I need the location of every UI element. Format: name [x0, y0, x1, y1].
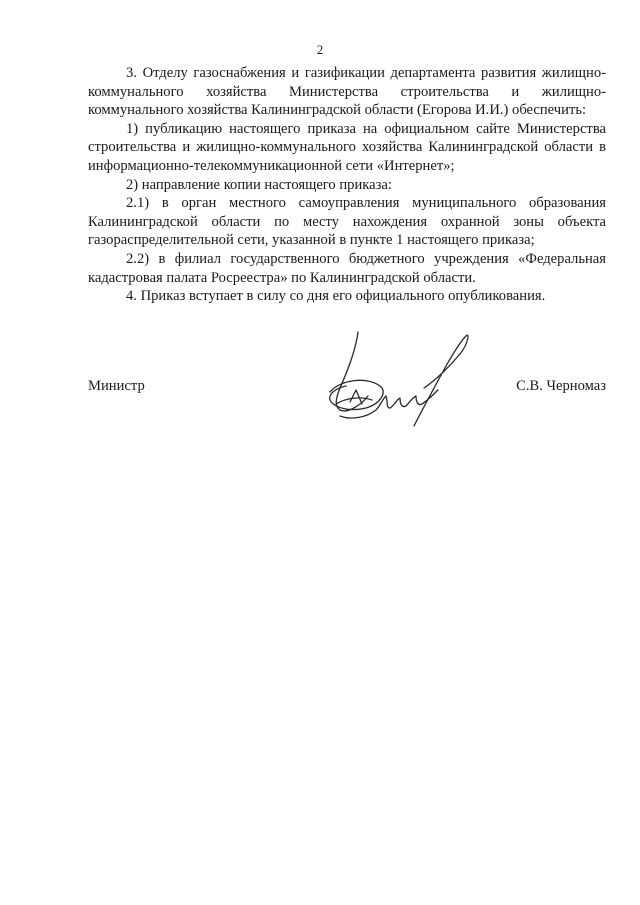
- paragraph-3-1: 1) публикацию настоящего приказа на официальном сайте Министерства строительства и жилищно-коммунального хозяйства Калининградской области в информационно-телекоммуникационной сети «Интернет»;: [88, 120, 606, 174]
- paragraph-3-2: 2) направление копии настоящего приказа:: [126, 176, 392, 193]
- handwritten-signature: [310, 330, 470, 430]
- signatory-name: С.В. Черномаз: [516, 378, 606, 394]
- paragraph-3: 3. Отделу газоснабжения и газификации департамента развития жилищно-коммунального хозяйства Министерства строительства и жилищно-коммунального хозяйства Калининградской области (Егорова И.И.) обеспечить:: [88, 65, 606, 119]
- paragraph-3-2-1: 2.1) в орган местного самоуправления муниципального образования Калининградской области по месту нахождения охранной зоны объекта газораспределительной сети, указанной в пункте 1 настоящего приказа;: [88, 195, 606, 249]
- paragraph-4: 4. Приказ вступает в силу со дня его официального опубликования.: [126, 288, 546, 305]
- signatory-title: Министр: [88, 378, 145, 394]
- signature-block: [88, 368, 606, 428]
- page-number: 2: [316, 42, 324, 57]
- document-body: [88, 64, 606, 306]
- paragraph-3-2-2: 2.2) в филиал государственного бюджетного учреждения «Федеральная кадастровая палата Росреестра» по Калининградской области.: [88, 250, 606, 286]
